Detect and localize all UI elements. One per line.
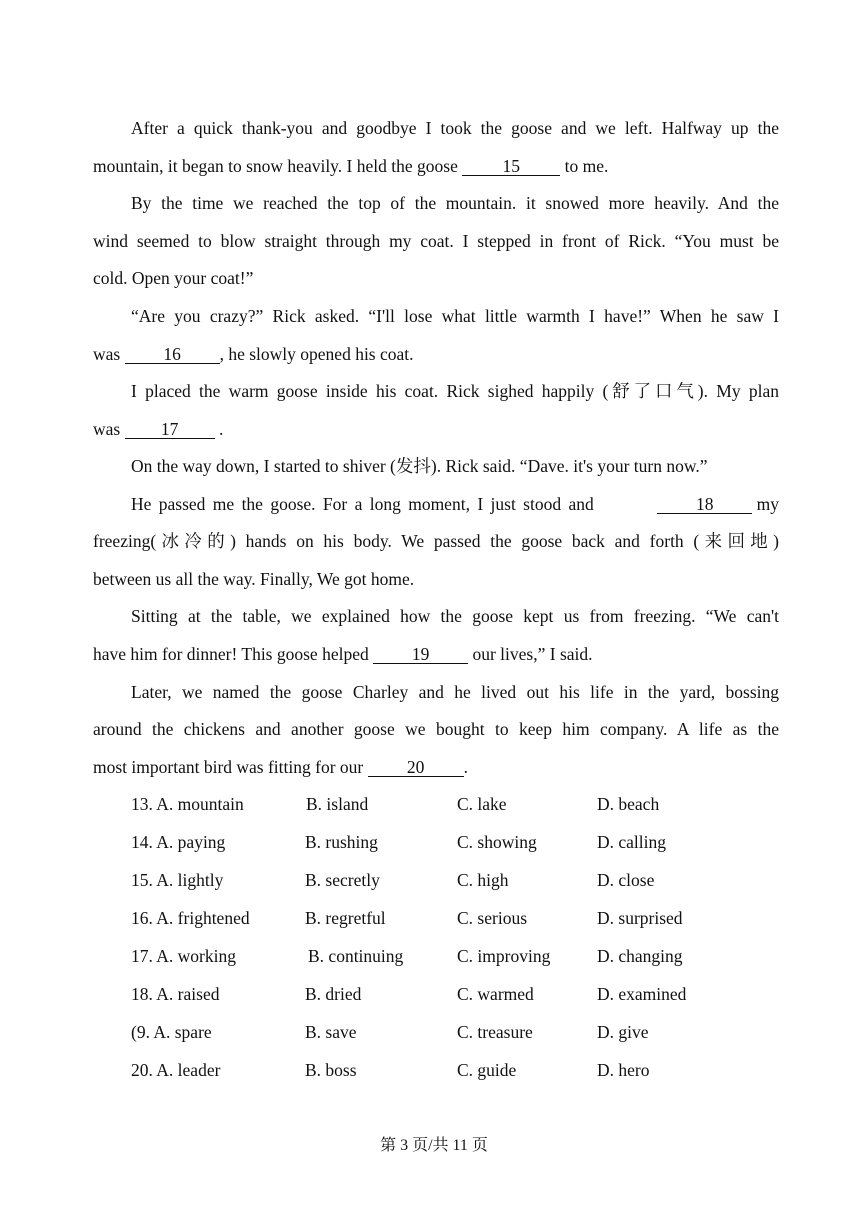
passage-text-group bbox=[657, 493, 779, 515]
passage-text: . bbox=[463, 757, 468, 777]
option-d: D. beach bbox=[597, 794, 660, 814]
passage-text: was bbox=[93, 344, 125, 364]
option-row-17 bbox=[0, 945, 868, 969]
option-c: C. improving bbox=[457, 946, 551, 966]
option-d: D. give bbox=[597, 1022, 649, 1042]
passage-text: was bbox=[93, 419, 125, 439]
option-b: B. boss bbox=[305, 1060, 357, 1080]
passage-line: After a quick thank-you and goodbye I took the goose and we left. Halfway up the bbox=[131, 118, 779, 138]
option-a: 20. A. leader bbox=[131, 1060, 221, 1080]
option-c: C. guide bbox=[457, 1060, 517, 1080]
passage-text: to me. bbox=[560, 156, 609, 176]
option-c: C. warmed bbox=[457, 984, 534, 1004]
passage-line: between us all the way. Finally, We got home. bbox=[93, 569, 415, 589]
option-b: B. island bbox=[306, 794, 369, 814]
passage-line bbox=[93, 643, 779, 665]
option-a: 18. A. raised bbox=[131, 984, 220, 1004]
option-row-19 bbox=[0, 1021, 868, 1045]
passage-line: cold. Open your coat!” bbox=[93, 268, 254, 288]
passage-line: wind seemed to blow straight through my coat. I stepped in front of Rick. “You must be bbox=[93, 231, 779, 251]
option-d: D. surprised bbox=[597, 908, 683, 928]
passage-text: our lives,” I said. bbox=[468, 644, 593, 664]
passage-line bbox=[93, 155, 779, 177]
passage-line: Sitting at the table, we explained how the goose kept us from freezing. “We can't bbox=[131, 606, 779, 626]
option-b: B. regretful bbox=[305, 908, 386, 928]
passage-text: mountain, it began to snow heavily. I held the goose bbox=[93, 156, 463, 176]
passage-line: freezing(冰冷的) hands on his body. We passed the goose back and forth (来回地) bbox=[93, 531, 779, 551]
option-c: C. showing bbox=[457, 832, 537, 852]
blank-16: 16 bbox=[125, 345, 220, 364]
option-b: B. continuing bbox=[308, 946, 404, 966]
blank-17: 17 bbox=[125, 420, 215, 439]
option-c: C. lake bbox=[457, 794, 507, 814]
passage-line: around the chickens and another goose we bought to keep him company. A life as the bbox=[93, 719, 779, 739]
option-d: D. calling bbox=[597, 832, 667, 852]
passage-text: most important bird was fitting for our bbox=[93, 757, 368, 777]
passage-line: Later, we named the goose Charley and he lived out his life in the yard, bossing bbox=[131, 682, 779, 702]
blank-15: 15 bbox=[462, 157, 560, 176]
blank-19: 19 bbox=[373, 645, 468, 664]
passage-line: I placed the warm goose inside his coat. Rick sighed happily (舒了口气). My plan bbox=[131, 381, 779, 401]
passage-text: , he slowly opened his coat. bbox=[219, 344, 414, 364]
option-d: D. hero bbox=[597, 1060, 650, 1080]
option-row-16 bbox=[0, 907, 868, 931]
passage-line bbox=[131, 493, 779, 515]
option-c: C. high bbox=[457, 870, 509, 890]
blank-18: 18 bbox=[657, 495, 752, 514]
passage-line: On the way down, I started to shiver (发抖). Rick said. “Dave. it's your turn now.” bbox=[131, 456, 708, 476]
passage-line bbox=[93, 343, 779, 365]
option-d: D. examined bbox=[597, 984, 687, 1004]
option-b: B. dried bbox=[305, 984, 362, 1004]
option-a: ​(9. A. spare bbox=[131, 1022, 212, 1042]
option-row-18 bbox=[0, 983, 868, 1007]
option-c: C. serious bbox=[457, 908, 527, 928]
option-row-20 bbox=[0, 1059, 868, 1083]
option-d: D. changing bbox=[597, 946, 683, 966]
passage-line: By the time we reached the top of the mountain. it snowed more heavily. And the bbox=[131, 193, 779, 213]
option-d: D. close bbox=[597, 870, 655, 890]
option-row-13 bbox=[0, 793, 868, 817]
option-c: C. treasure bbox=[457, 1022, 533, 1042]
passage-text: my bbox=[752, 494, 779, 514]
option-b: B. secretly bbox=[305, 870, 380, 890]
option-a: 13. A. mountain bbox=[131, 794, 244, 814]
option-b: B. save bbox=[305, 1022, 357, 1042]
passage-line bbox=[93, 418, 779, 440]
option-a: 16. A. frightened bbox=[131, 908, 250, 928]
option-row-14 bbox=[0, 831, 868, 855]
page-number: 第 3 页/共 11 页 bbox=[380, 1137, 488, 1154]
passage-line: “Are you crazy?” Rick asked. “I'll lose what little warmth I have!” When he saw I bbox=[131, 306, 779, 326]
option-b: B. rushing bbox=[305, 832, 378, 852]
option-a: 15. A. lightly bbox=[131, 870, 224, 890]
passage-text: He passed me the goose. For a long moment, I just stood and bbox=[131, 494, 594, 514]
passage-line bbox=[93, 756, 779, 778]
blank-20: 20 bbox=[368, 758, 464, 777]
option-a: 14. A. paying bbox=[131, 832, 226, 852]
passage-text: have him for dinner! This goose helped bbox=[93, 644, 374, 664]
option-a: 17. A. working bbox=[131, 946, 236, 966]
option-row-15 bbox=[0, 869, 868, 893]
passage-text: . bbox=[214, 419, 224, 439]
